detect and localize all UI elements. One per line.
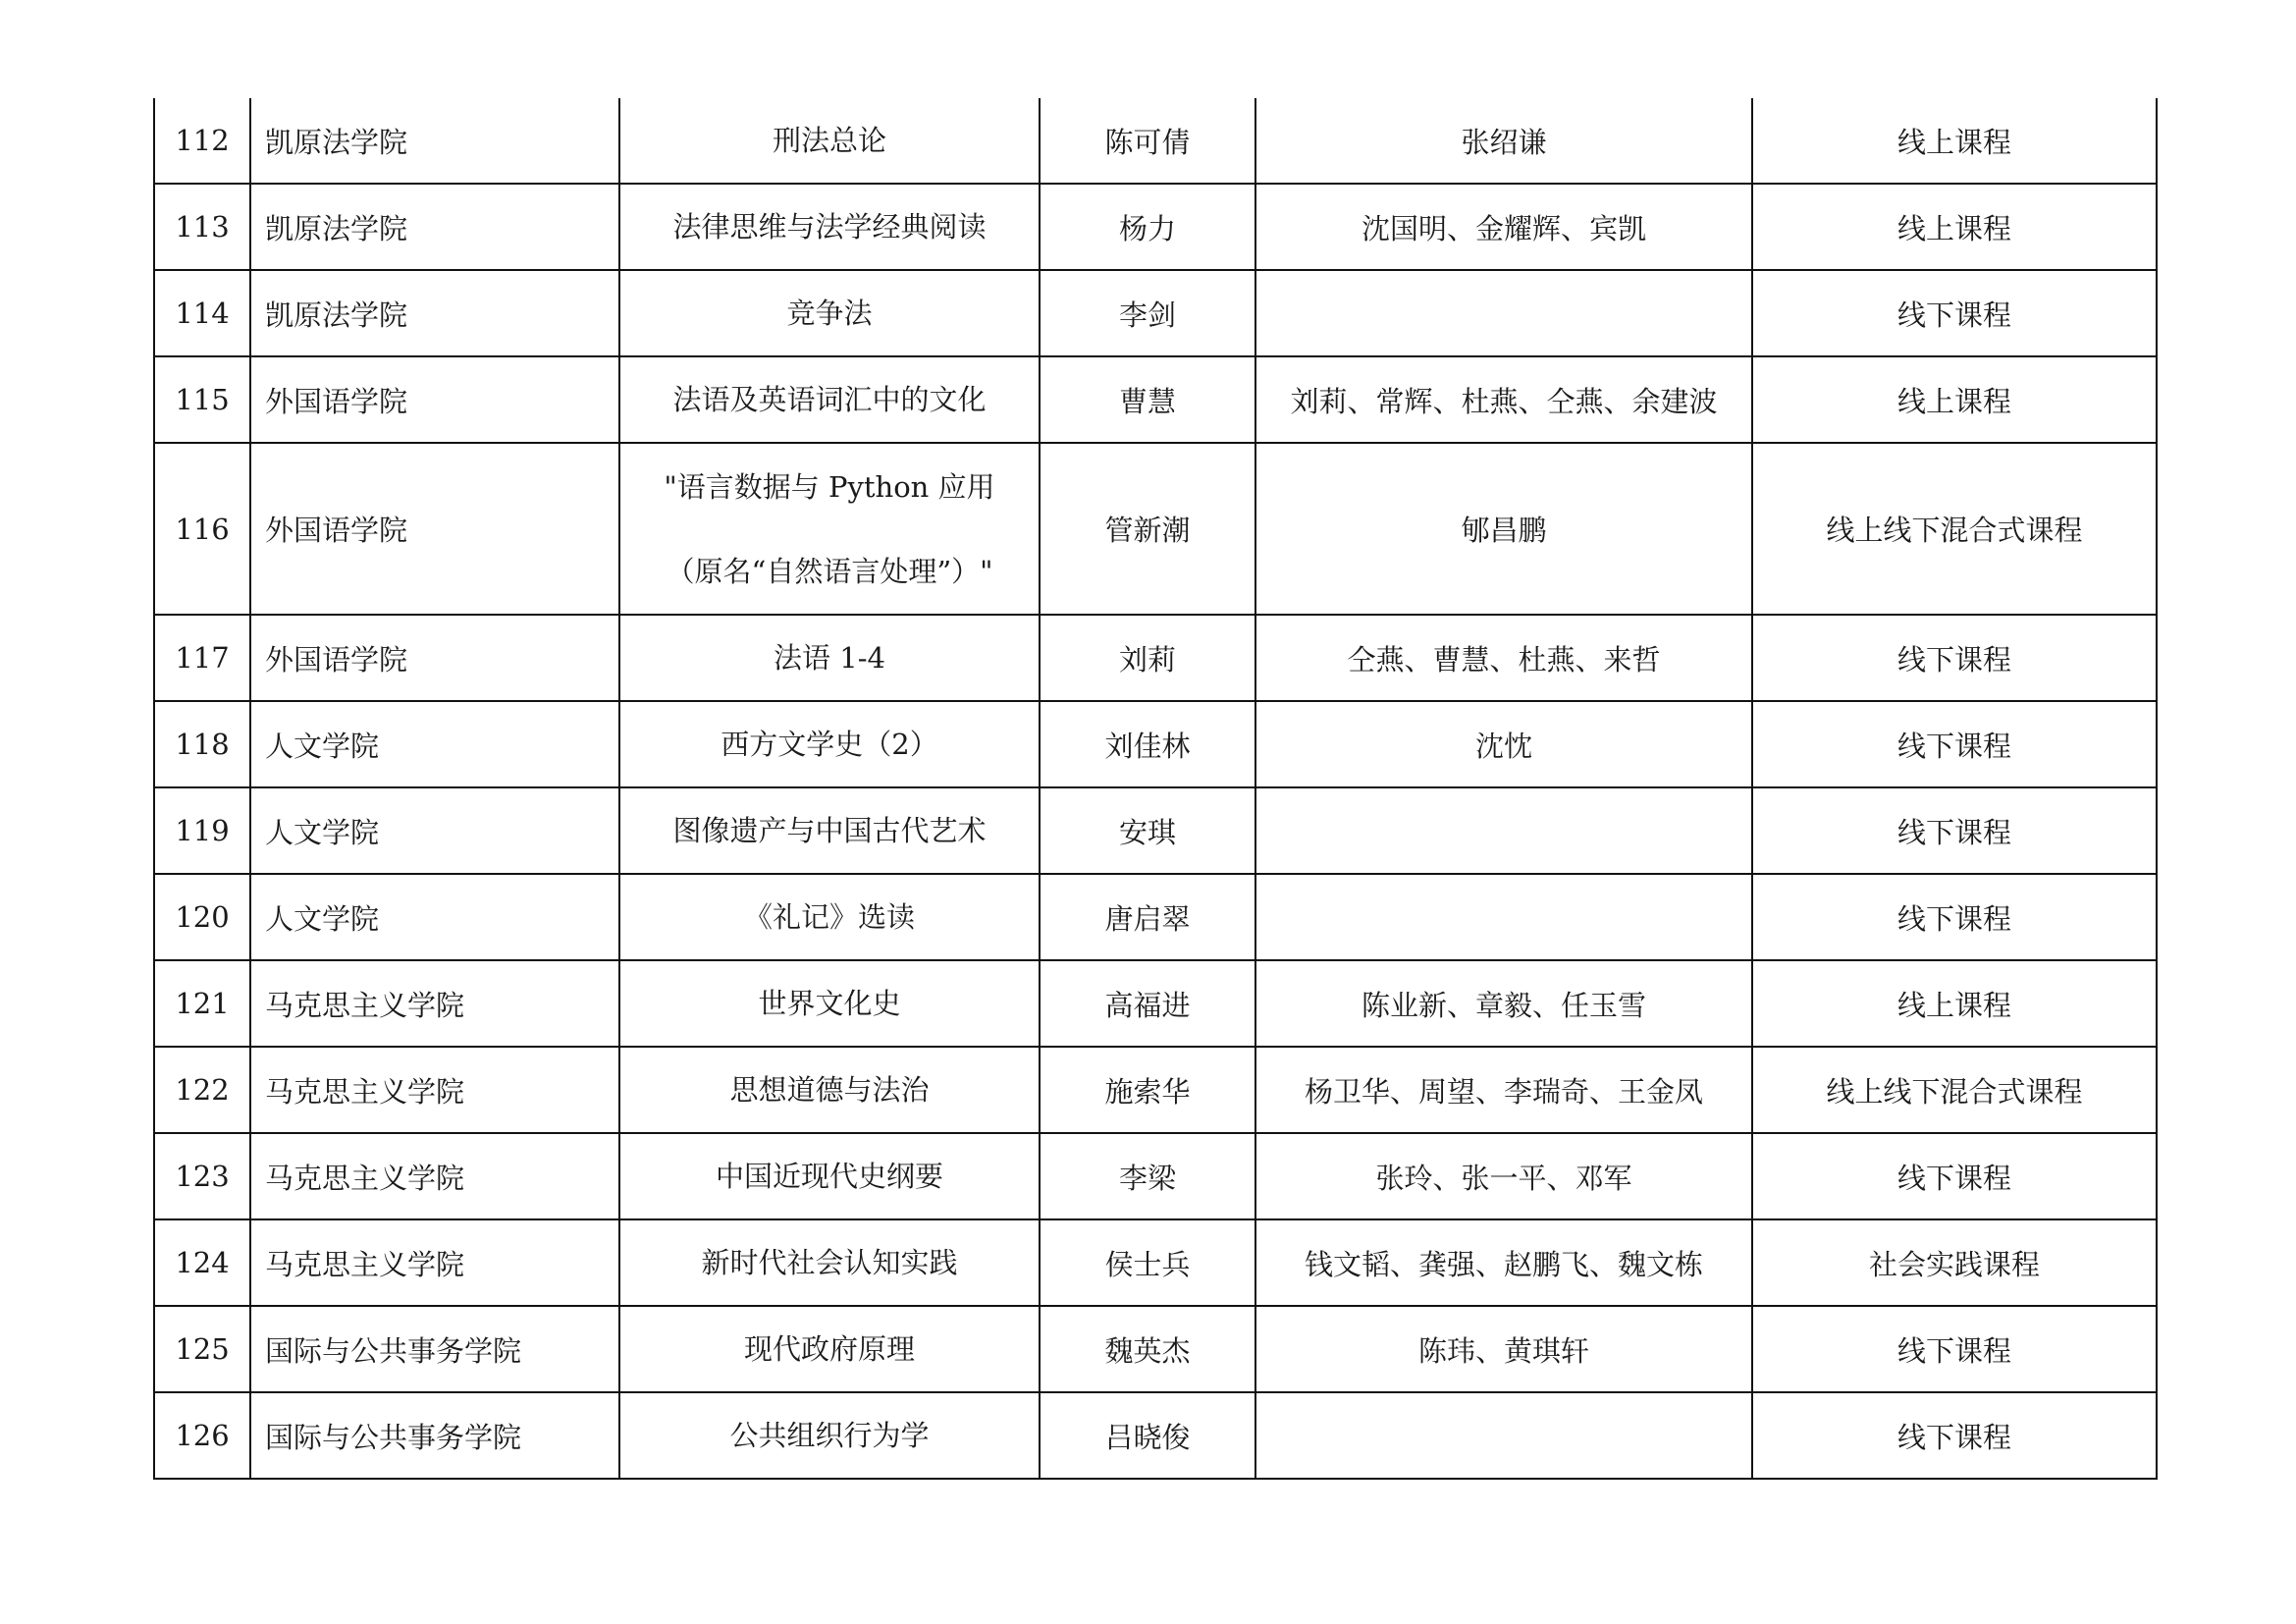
team-members-cell: 沈忱 [1255,701,1752,787]
course-name-line: 中国近现代史纲要 [715,1160,943,1193]
course-name-cell [619,1306,1040,1392]
team-members-cell: 张绍谦 [1255,98,1752,184]
college-cell: 国际与公共事务学院 [250,1392,619,1479]
row-number-cell: 120 [154,874,250,960]
college-cell: 人文学院 [250,701,619,787]
lead-teacher-cell: 刘莉 [1040,615,1255,701]
course-name-cell [619,443,1040,615]
course-name-cell [619,1133,1040,1219]
lead-teacher-cell: 施索华 [1040,1047,1255,1133]
course-table-sheet [153,98,2156,1480]
course-name-cell [619,1392,1040,1479]
table-row [154,356,2157,443]
table-row [154,960,2157,1047]
row-number-cell: 123 [154,1133,250,1219]
lead-teacher-cell: 魏英杰 [1040,1306,1255,1392]
course-name-cell [619,98,1040,184]
course-type-cell: 社会实践课程 [1752,1219,2157,1306]
college-cell: 外国语学院 [250,615,619,701]
table-row [154,1306,2157,1392]
college-cell: 人文学院 [250,787,619,874]
table-row [154,184,2157,270]
lead-teacher-cell: 李梁 [1040,1133,1255,1219]
course-type-cell: 线下课程 [1752,1392,2157,1479]
course-type-cell: 线上课程 [1752,98,2157,184]
course-type-cell: 线上课程 [1752,356,2157,443]
lead-teacher-cell: 高福进 [1040,960,1255,1047]
row-number-cell: 118 [154,701,250,787]
course-name-line: "语言数据与 Python 应用 [664,469,995,504]
course-name-line: （原名“自然语言处理”）" [666,554,993,588]
course-type-cell: 线上课程 [1752,960,2157,1047]
course-type-cell: 线下课程 [1752,1133,2157,1219]
team-members-cell: 钱文韬、龚强、赵鹏飞、魏文栋 [1255,1219,1752,1306]
course-name-line: 竞争法 [786,297,873,330]
team-members-cell [1255,874,1752,960]
team-members-cell [1255,1392,1752,1479]
course-name-cell [619,1047,1040,1133]
course-name-line: 刑法总论 [772,124,886,157]
college-cell: 凯原法学院 [250,270,619,356]
course-type-cell: 线上线下混合式课程 [1752,1047,2157,1133]
team-members-cell: 沈国明、金耀辉、宾凯 [1255,184,1752,270]
course-name-line: 新时代社会认知实践 [701,1246,958,1279]
course-name-line: 世界文化史 [758,987,901,1020]
college-cell: 马克思主义学院 [250,1133,619,1219]
course-name-line: 西方文学史（2） [721,728,938,761]
course-name-cell [619,270,1040,356]
course-type-cell: 线下课程 [1752,1306,2157,1392]
row-number-cell: 121 [154,960,250,1047]
table-row [154,270,2157,356]
team-members-cell: 仝燕、曹慧、杜燕、来哲 [1255,615,1752,701]
course-name-line: 法语 1-4 [774,641,885,675]
course-name-line: 公共组织行为学 [729,1419,930,1452]
lead-teacher-cell: 管新潮 [1040,443,1255,615]
course-name-cell [619,356,1040,443]
table-row [154,615,2157,701]
course-type-cell: 线上课程 [1752,184,2157,270]
team-members-cell: 张玲、张一平、邓军 [1255,1133,1752,1219]
table-row [154,1392,2157,1479]
row-number-cell: 119 [154,787,250,874]
table-row [154,1133,2157,1219]
course-name-cell [619,701,1040,787]
course-name-cell [619,184,1040,270]
row-number-cell: 115 [154,356,250,443]
row-number-cell: 114 [154,270,250,356]
college-cell: 外国语学院 [250,356,619,443]
college-cell: 外国语学院 [250,443,619,615]
course-type-cell: 线下课程 [1752,701,2157,787]
table-row [154,443,2157,615]
team-members-cell: 杨卫华、周望、李瑞奇、王金凤 [1255,1047,1752,1133]
course-table [153,98,2158,1480]
table-row [154,874,2157,960]
college-cell: 马克思主义学院 [250,960,619,1047]
lead-teacher-cell: 侯士兵 [1040,1219,1255,1306]
lead-teacher-cell: 安琪 [1040,787,1255,874]
college-cell: 凯原法学院 [250,184,619,270]
team-members-cell: 陈业新、章毅、任玉雪 [1255,960,1752,1047]
course-name-cell [619,1219,1040,1306]
course-name-line: 《礼记》选读 [743,900,915,934]
course-name-cell [619,874,1040,960]
table-row [154,787,2157,874]
table-row [154,701,2157,787]
lead-teacher-cell: 刘佳林 [1040,701,1255,787]
college-cell: 马克思主义学院 [250,1219,619,1306]
row-number-cell: 126 [154,1392,250,1479]
table-row [154,1219,2157,1306]
course-table-body [154,98,2157,1479]
row-number-cell: 117 [154,615,250,701]
course-name-line: 图像遗产与中国古代艺术 [672,814,987,847]
college-cell: 人文学院 [250,874,619,960]
lead-teacher-cell: 唐启翠 [1040,874,1255,960]
row-number-cell: 122 [154,1047,250,1133]
lead-teacher-cell: 杨力 [1040,184,1255,270]
team-members-cell: 陈玮、黄琪轩 [1255,1306,1752,1392]
course-name-line: 法律思维与法学经典阅读 [672,210,987,244]
course-name-line: 现代政府原理 [743,1332,915,1366]
course-type-cell: 线上线下混合式课程 [1752,443,2157,615]
college-cell: 国际与公共事务学院 [250,1306,619,1392]
lead-teacher-cell: 曹慧 [1040,356,1255,443]
course-name-line: 思想道德与法治 [729,1073,930,1107]
table-row [154,98,2157,184]
row-number-cell: 125 [154,1306,250,1392]
lead-teacher-cell: 吕晓俊 [1040,1392,1255,1479]
course-type-cell: 线下课程 [1752,270,2157,356]
team-members-cell [1255,787,1752,874]
row-number-cell: 113 [154,184,250,270]
lead-teacher-cell: 陈可倩 [1040,98,1255,184]
course-name-cell [619,615,1040,701]
table-row [154,1047,2157,1133]
row-number-cell: 124 [154,1219,250,1306]
course-type-cell: 线下课程 [1752,787,2157,874]
college-cell: 马克思主义学院 [250,1047,619,1133]
lead-teacher-cell: 李剑 [1040,270,1255,356]
course-name-cell [619,787,1040,874]
row-number-cell: 112 [154,98,250,184]
college-cell: 凯原法学院 [250,98,619,184]
team-members-cell: 郇昌鹏 [1255,443,1752,615]
team-members-cell [1255,270,1752,356]
course-name-line: 法语及英语词汇中的文化 [672,383,987,416]
team-members-cell: 刘莉、常辉、杜燕、仝燕、余建波 [1255,356,1752,443]
course-type-cell: 线下课程 [1752,874,2157,960]
course-type-cell: 线下课程 [1752,615,2157,701]
course-name-cell [619,960,1040,1047]
row-number-cell: 116 [154,443,250,615]
